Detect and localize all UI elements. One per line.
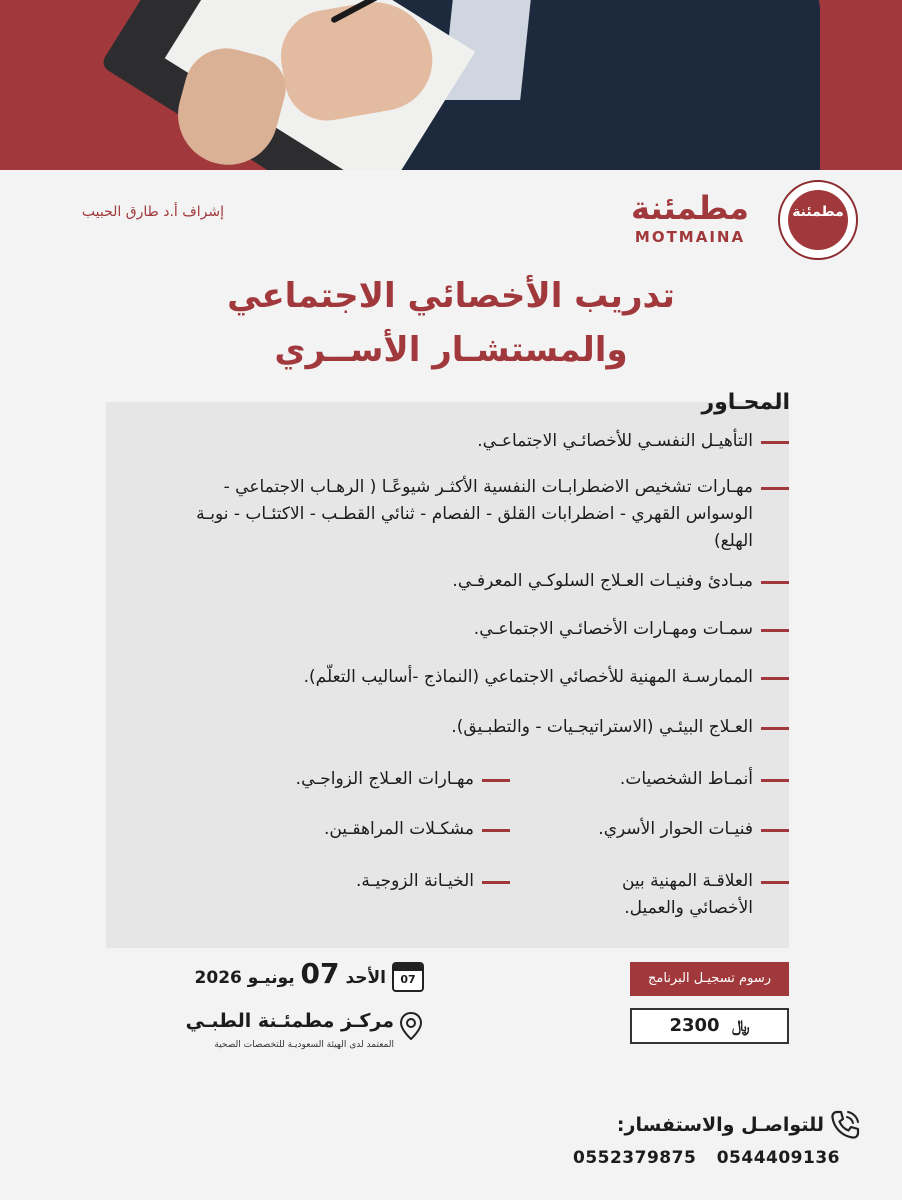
phone-icon [828,1108,862,1142]
bullet-dash-icon [761,487,789,490]
hero-photo [0,0,902,170]
axes-heading: المحـاور [701,390,790,415]
list-item: الخيـانة الزوجيـة. [224,868,510,895]
contact-label: للتواصـل والاستفسار: [616,1114,824,1136]
phone-number-1[interactable]: 0544409136 [716,1148,840,1168]
list-item: مهـارات تشخيص الاضطرابـات النفسية الأكثـر شيوعًـا ( الرهـاب الاجتماعي - الوسواس القهري - اضطرابات القلق - الفصام - ثنائي القطـب - الاكتئـاب - نوبـة الهلع) [153,474,789,555]
event-month: يونيـو [247,968,295,988]
location-name: مركـز مطمئـنة الطبـي [185,1010,394,1032]
bullet-dash-icon [761,779,789,782]
phone-number-2[interactable]: 0552379875 [572,1148,697,1168]
bullet-dash-icon [761,881,789,884]
riyal-currency-icon: ﷼ [731,1016,750,1035]
bullet-dash-icon [761,629,789,632]
logo-wordmark-en: MOTMAINA [634,228,746,246]
logo-badge-text: مطمئنة [792,204,844,220]
fee-amount-box [630,1008,789,1044]
event-date [104,956,386,996]
bullet-dash-icon [482,829,510,832]
page-title-line-2: والمستشـار الأســري [274,330,628,370]
event-year: 2026 [194,968,242,988]
contact-phones [500,1148,840,1168]
calendar-icon [392,962,424,992]
bullet-dash-icon [482,779,510,782]
list-item: سمـات ومهـارات الأخصائـي الاجتماعـي. [153,616,789,643]
bullet-dash-icon [761,677,789,680]
logo-wordmark-ar: مطمئنة [631,189,749,227]
calendar-icon-day: 07 [400,973,416,986]
list-item: أنمـاط الشخصيات. [563,766,789,793]
list-item: العـلاج البيئـي (الاستراتيجـيات - والتطبـيق). [153,714,789,741]
location-pin-icon [400,1012,422,1040]
list-item: التأهيـل النفسـي للأخصائـي الاجتماعـي. [153,428,789,455]
bullet-dash-icon [761,581,789,584]
list-item: فنيـات الحوار الأسري. [563,816,789,843]
list-item: مبـادئ وفنيـات العـلاج السلوكـي المعرفـي. [153,568,789,595]
event-weekday: الأحد [345,968,386,988]
location-accreditation: المعتمد لدى الهيئة السعوديـة للتخصصات الصحية [214,1040,394,1050]
page-title-line-1: تدريب الأخصائي الاجتماعي [227,276,675,316]
fee-amount: 2300 [669,1015,720,1036]
fee-label: رسوم تسجيـل البرنامج [630,962,789,996]
bullet-dash-icon [761,727,789,730]
bullet-dash-icon [761,441,789,444]
list-item: العلاقـة المهنية بين الأخصائي والعميل. [563,868,789,922]
logo-badge-icon [778,180,858,260]
list-item: مشكـلات المراهقـين. [224,816,510,843]
bullet-dash-icon [482,881,510,884]
supervisor-credit: إشراف أ.د طارق الحبيب [81,204,224,220]
bullet-dash-icon [761,829,789,832]
list-item: الممارسـة المهنية للأخصائي الاجتماعي (النماذج -أساليب التعلّم). [153,664,789,691]
event-day: 07 [300,957,340,990]
list-item: مهـارات العـلاج الزواجـي. [224,766,510,793]
